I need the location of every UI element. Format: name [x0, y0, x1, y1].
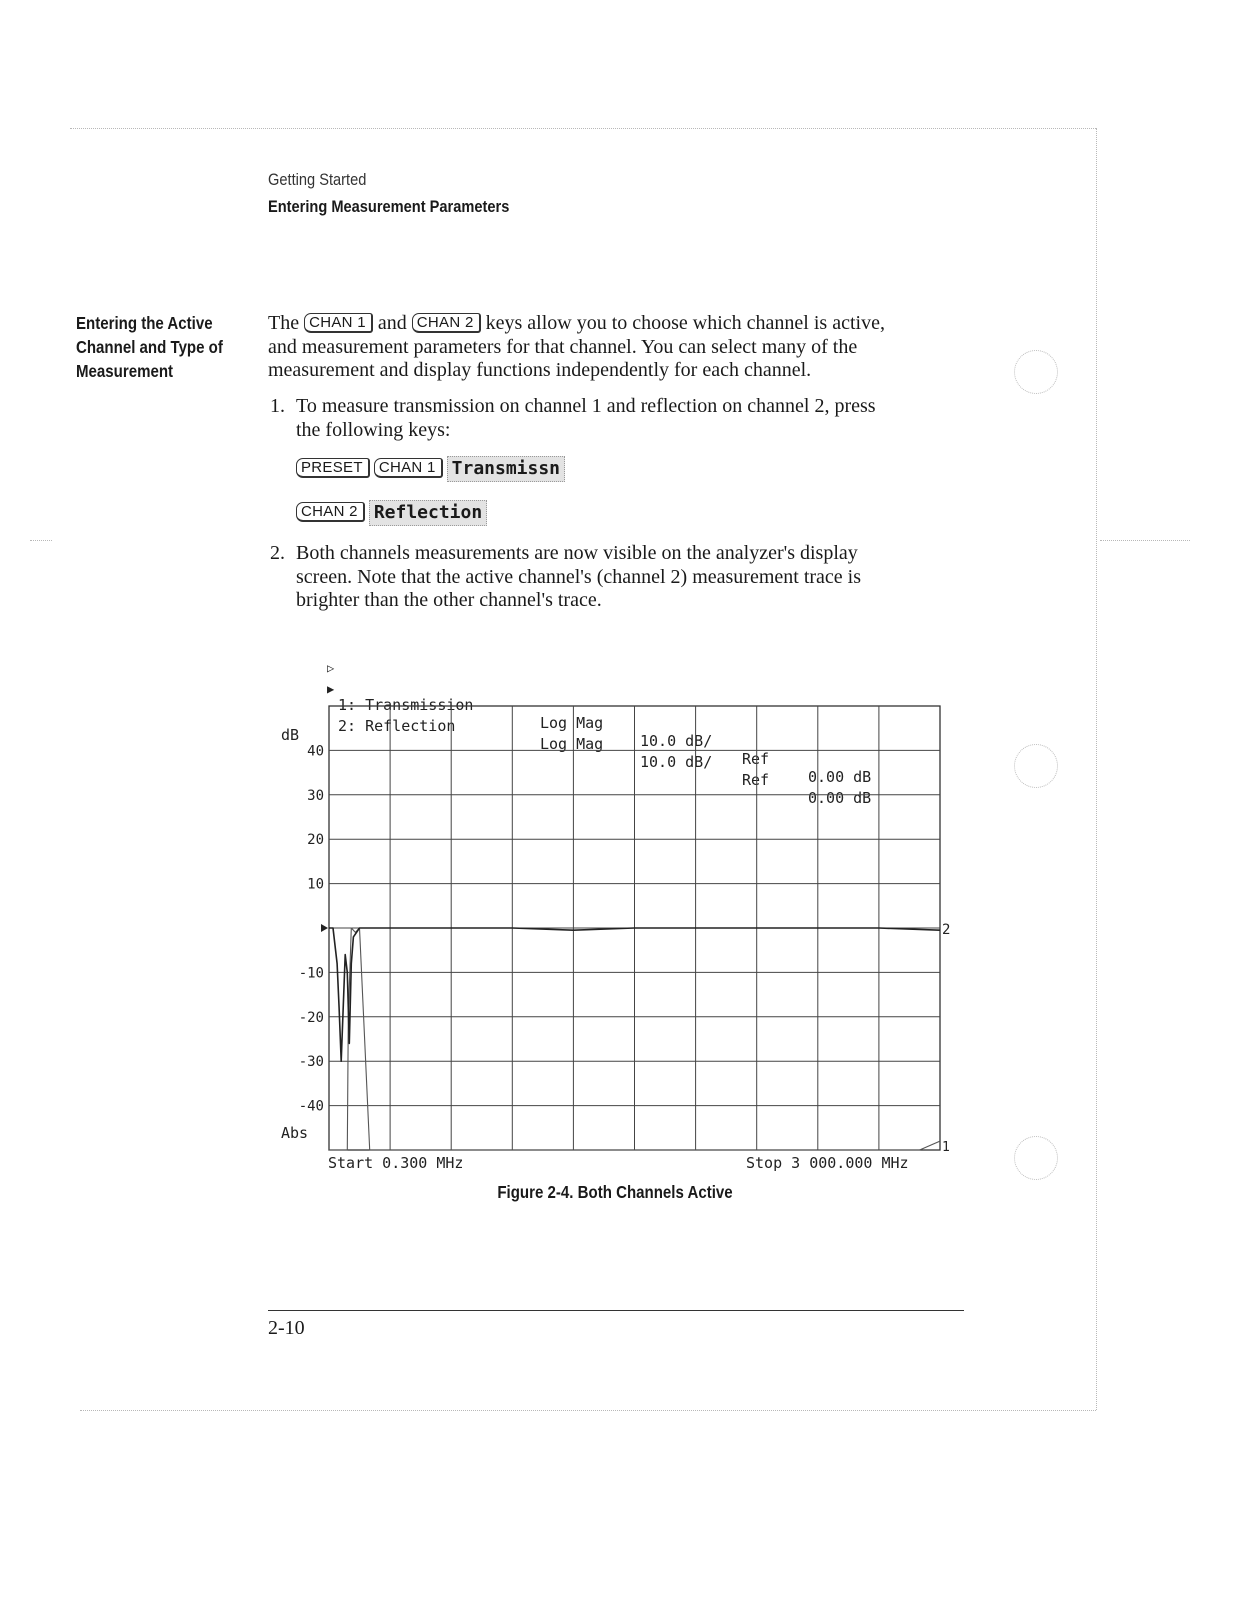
y-tick-label: -40: [298, 1098, 324, 1115]
channel-2-ref-label: Ref: [742, 771, 770, 789]
y-tick-label: -30: [298, 1054, 324, 1071]
y-tick-label: 10: [307, 876, 324, 893]
intro-text: keys allow you to choose which channel is active,: [485, 312, 885, 334]
channel-2-scale: 10.0 dB/: [640, 753, 713, 771]
chan2-key: CHAN 2: [296, 502, 365, 522]
y-tick-label: 40: [307, 743, 324, 760]
y-tick-label: -10: [298, 965, 324, 982]
channel-2-label: 2: Reflection: [338, 717, 456, 735]
channel-1-ref-label: Ref: [742, 750, 770, 768]
reflection-softkey: Reflection: [369, 500, 487, 526]
y-tick-label: 30: [307, 787, 324, 804]
step-number: 1.: [270, 395, 285, 417]
step-number: 2.: [270, 542, 285, 564]
channel-1-ref-value: 0.00 dB: [808, 768, 872, 786]
step-line: brighter than the other channel's trace.: [296, 589, 602, 611]
step-line: screen. Note that the active channel's (channel 2) measurement trace is: [296, 565, 862, 588]
intro-text: The: [268, 312, 300, 334]
channel-1-marker-icon: ▷: [327, 661, 335, 675]
step-line: To measure transmission on channel 1 and reflection on channel 2, press: [296, 395, 876, 417]
reference-level-marker-icon: [321, 924, 328, 932]
sidebar-heading-line: Channel and Type of: [76, 337, 223, 357]
footer-rule: [268, 1310, 964, 1311]
trace-2-end-label: 2: [942, 922, 951, 938]
channel-2-marker-icon: ▶: [327, 682, 335, 696]
chan1-key: CHAN 1: [374, 458, 443, 478]
step-line: the following keys:: [296, 418, 451, 441]
channel-1-scale: 10.0 dB/: [640, 732, 713, 750]
channel-1-format: Log Mag: [540, 714, 604, 732]
trace-1-end-label: 1: [942, 1140, 950, 1155]
channel-2-ref-value: 0.00 dB: [808, 789, 872, 807]
header-title: Entering Measurement Parameters: [268, 197, 510, 216]
step-line: Both channels measurements are now visible on the analyzer's display: [296, 542, 858, 564]
intro-line: and measurement parameters for that channel. You can select many of the: [268, 335, 858, 358]
channel-1-label: 1: Transmission: [338, 696, 474, 714]
page-number: 2-10: [268, 1317, 305, 1339]
preset-key: PRESET: [296, 458, 370, 478]
figure-caption: Figure 2-4. Both Channels Active: [497, 1182, 733, 1202]
intro-line: measurement and display functions independently for each channel.: [268, 359, 812, 381]
y-tick-label: 20: [307, 832, 324, 849]
y-tick-label: -20: [298, 1009, 324, 1026]
channel-2-format: Log Mag: [540, 735, 604, 753]
sidebar-heading-line: Measurement: [76, 361, 174, 381]
header-section: Getting Started: [268, 170, 367, 189]
stop-frequency-label: Stop 3 000.000 MHz: [746, 1154, 909, 1172]
chan1-key: CHAN 1: [304, 313, 373, 333]
sidebar-heading-line: Entering the Active: [76, 313, 213, 333]
intro-text: and: [377, 312, 407, 334]
transmissn-softkey: Transmissn: [447, 456, 565, 482]
start-frequency-label: Start 0.300 MHz: [328, 1154, 464, 1172]
abs-label: Abs: [281, 1124, 309, 1142]
y-unit-label: dB: [281, 726, 300, 744]
chan2-key: CHAN 2: [412, 313, 481, 333]
